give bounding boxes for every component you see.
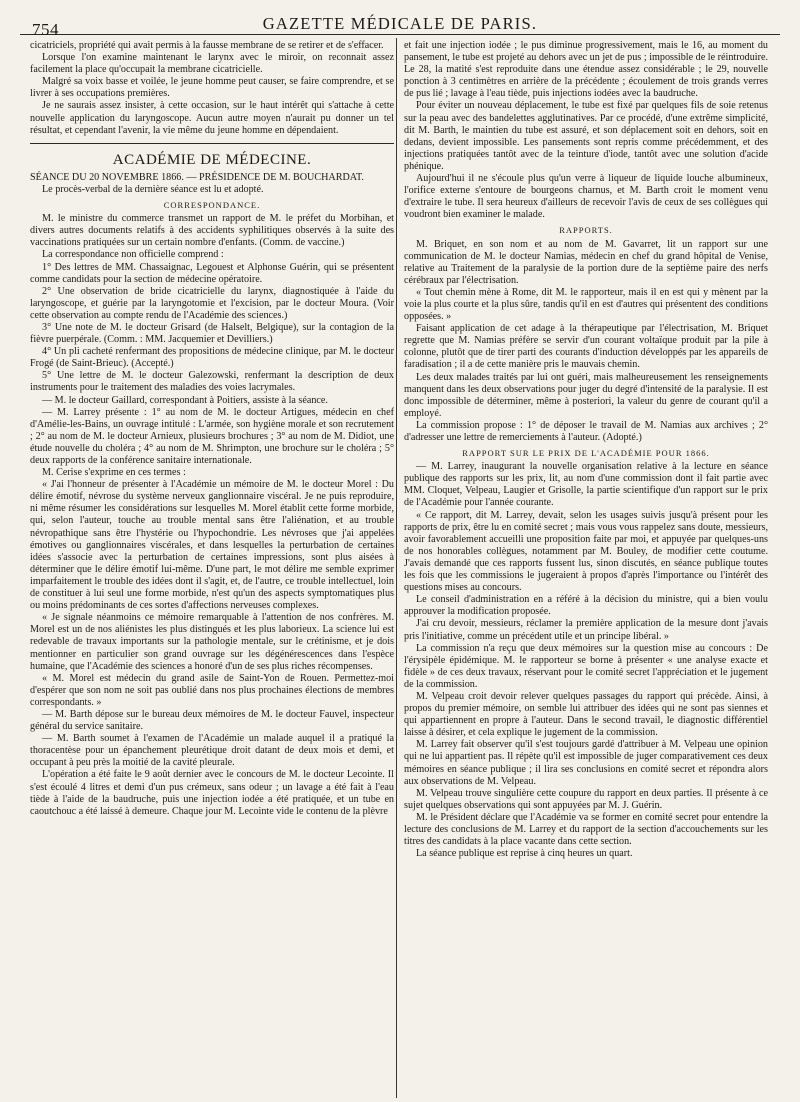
page-header bbox=[20, 6, 780, 39]
section-title: ACADÉMIE DE MÉDECINE. bbox=[112, 151, 312, 168]
paragraph: M. le Président déclare que l'Académie va se former en comité secret pour entendre la lecture des conclusions de M. Larrey et du rapport de la section d'accouchements sur les titres des candidats à la place vacante dans cette section. bbox=[404, 811, 768, 848]
left-column bbox=[30, 40, 394, 818]
subsection-title: RAPPORTS. bbox=[559, 225, 613, 236]
paragraph: 4° Un pli cacheté renfermant des propositions de médecine clinique, par M. le docteur Frogé (de Saint-Brieuc). (Accepté.) bbox=[30, 346, 394, 370]
paragraph: 1° Des lettres de MM. Chassaignac, Legouest et Alphonse Guérin, qui se présentent comme candidats pour la section de médecine opératoire. bbox=[30, 261, 394, 285]
paragraph: 3° Une note de M. le docteur Grisard (de Halselt, Belgique), sur la contagion de la fièvre puerpérale. (Comm. : MM. Jacquemier et Devilliers.) bbox=[30, 321, 394, 346]
paragraph: Je ne saurais assez insister, à cette occasion, sur le haut intérêt qui s'attache à cette nouvelle application du laryngoscope. Aucun autre moyen n'aurait pu donner un tel résultat, et cependant l'avenir, la vie même du jeune homme en dépendaient. bbox=[30, 100, 394, 136]
paragraph: et fait une injection iodée ; le pus diminue progressivement, mais le 16, au moment du pansement, le tube est projeté au dehors avec un jet de pus ; impossible de le réintroduire. Le 28, la matité s'est reproduite dans une étendue assez considérable ; le 29, nouvelle ponction à 3 centimètres en arrière de la précédente ; écoulement de trois grands verres de pus lié ; lavage à l'eau tiède, puis injections iodées avec la baudruche. bbox=[404, 40, 768, 100]
paragraph: M. Velpeau croit devoir relever quelques passages du rapport qui précède. Ainsi, à propos du premier mémoire, on semble lui attribuer des idées qui ne sont pas siennes et qui appartiennent en propre à l'auteur. Dans le second travail, le diagnostic différentiel laisse à désirer, et cela explique le jugement de la commission. bbox=[404, 690, 768, 739]
paragraph: Faisant application de cet adage à la thérapeutique par l'électrisation, M. Briquet regrette que M. Namias préfère se servir d'un courant voltaïque produit par la pile à colonne, plutôt que de tirer parti des courants d'induction développés par les appareils de faradisation ; il a de cette manière pris le mauvais chemin. bbox=[404, 323, 768, 371]
paragraph: M. Briquet, en son nom et au nom de M. Gavarret, lit un rapport sur une communication de M. le docteur Namias, médecin en chef du grand hôpital de Venise, relative au Traitement de la paralysie de la portion dure de la septième paire des nerfs cérébraux par l'électrisation. bbox=[404, 238, 768, 286]
paragraph: — M. Barth soumet à l'examen de l'Académie un malade auquel il a pratiqué la thoracentèse pour un épanchement pleurétique droit datant de deux mois et demi, et occupant à peu près la moitié de la cavité pleurale. bbox=[30, 733, 394, 769]
paragraph: Le conseil d'administration en a référé à la décision du ministre, qui a bien voulu approuver la modification proposée. bbox=[404, 594, 768, 618]
paragraph: La commission propose : 1° de déposer le travail de M. Namias aux archives ; 2° d'adresser une lettre de remerciements à l'auteur. (Adopté.) bbox=[404, 419, 768, 443]
subsection-title: CORRESPONDANCE. bbox=[163, 200, 261, 211]
seance-heading: SÉANCE DU 20 NOVEMBRE 1866. — PRÉSIDENCE DE M. BOUCHARDAT. bbox=[30, 171, 364, 183]
paragraph: Pour éviter un nouveau déplacement, le tube est fixé par quelques fils de soie retenus sur la peau avec des bandelettes agglutinatives. Par ce procédé, d'une extrême simplicité, dit M. Barth, le maintien du tube est assuré, et son déplacement soit en dehors, soit en dedans, devient impossible. Les pansements sont repris comme précédemment, et des injections pratiquées tantôt avec de la teinture d'iode, tantôt avec une solution d'acide phénique. bbox=[404, 100, 768, 172]
section-rule bbox=[30, 143, 394, 144]
column-divider bbox=[396, 38, 397, 1098]
page-number: 754 bbox=[32, 20, 59, 39]
paragraph: « J'ai l'honneur de présenter à l'Académie un mémoire de M. le docteur Morel : Du délire émotif, névrose du système nerveux ganglionnaire viscéral. Je ne puis reproduire, ni même résumer les considérations sur lesquelles M. Morel établit cette forme morbide, qui, selon l'auteur, touche au trouble mental sans être l'aliénation, et au trouble névropathique sans être l'hystérie ou l'hypochondrie. Les névroses que j'ai appelées émotives ou ganglionnaires viscérales, et dans lesquelles la perturbation de certaines idées s'associe avec la perturbation de certaines impressions, sont plus aisées à déterminer que le délire émotif lui-même. D'une part, le mot délire me semble exprimer imparfaitement le trouble des idées dont il s'agit, et, de l'autre, ce trouble intellectuel, loin de constituer à lui seul une forme morbide, n'est qu'un des aspects symptomatiques plus ou moins prédominants de ces sortes d'affections nerveuses complexes. bbox=[30, 479, 394, 612]
paragraph: La commission n'a reçu que deux mémoires sur la question mise au concours : De l'érysipèle épidémique. M. le rapporteur se borne à présenter « une analyse exacte et fidèle » de ces deux travaux, réservant pour le comité secret l'appréciation et le jugement de la commission. bbox=[404, 642, 768, 690]
paragraph: cicatriciels, propriété qui avait permis à la fausse membrane de se retirer et de s'effacer. bbox=[30, 40, 384, 51]
paragraph: La correspondance non officielle comprend : bbox=[42, 249, 224, 261]
paragraph: M. le ministre du commerce transmet un rapport de M. le préfet du Morbihan, et divers autres documents relatifs à des accidents syphilitiques observés à la suite des vaccinations pratiquées sur un certain nombre d'enfants. (Comm. de vaccine.) bbox=[30, 213, 394, 249]
paragraph: M. Velpeau trouve singulière cette coupure du rapport en deux parties. Il présente à ce sujet quelques observations qui sont appuyées par M. J. Guérin. bbox=[404, 787, 768, 811]
paragraph: « Je signale néanmoins ce mémoire remarquable à l'attention de nos confrères. M. Morel est un de nos aliénistes les plus distingués et les plus laborieux. La science lui est redevable de travaux importants sur la pathologie mentale, sur le crétinisme, et je dois mentionner en particulier son grand ouvrage sur les dégénérescences dans l'espèce humaine, que l'Académie des sciences a honoré d'un de ses plus riches récompenses. bbox=[30, 612, 394, 672]
paragraph: « Ce rapport, dit M. Larrey, devait, selon les usages suivis jusqu'à présent pour les rapports de prix, être lu en comité secret ; mais vous vous rappelez sans doute, messieurs, avoir favorablement accueilli une proposition faite par moi, et appuyée par quelques-uns de nos honorables collègues, notamment par M. Bouley, de modifier cette coutume. J'avais demandé que ces rapports fussent lus, sinon discutés, en séance publique toutes les fois que les commissions le jugeraient à propos d'après l'importance ou l'intérêt des questions mises au concours. bbox=[404, 509, 768, 594]
paragraph: — M. Larrey, inaugurant la nouvelle organisation relative à la lecture en séance publique des rapports sur les prix, lit, au nom d'une commission dont il fait partie avec MM. Cloquet, Velpeau, Laugier et Grisolle, la partie scientifique d'un rapport sur le prix de l'Académie pour l'année courante. bbox=[404, 461, 768, 509]
paragraph: Lorsque l'on examine maintenant le larynx avec le miroir, on reconnait assez facilement la place qu'occupait la membrane cicatricielle. bbox=[30, 52, 394, 76]
paragraph: — M. Barth dépose sur le bureau deux mémoires de M. le docteur Fauvel, inspecteur général du service sanitaire. bbox=[30, 708, 394, 733]
paragraph: — M. le docteur Gaillard, correspondant à Poitiers, assiste à la séance. bbox=[42, 394, 328, 406]
paragraph: « M. Morel est médecin du grand asile de Saint-Yon de Rouen. Permettez-moi d'espérer que son nom ne soit pas oublié dans nos plus prochaines élections de membres correspondants. » bbox=[30, 672, 394, 708]
paragraph: Aujourd'hui il ne s'écoule plus qu'un verre à liqueur de liquide louche albumineux, l'orifice externe s'entoure de bourgeons charnus, et M. Barth croit le moment venu d'extraire le tube. Il sera heureux d'ailleurs de recevoir l'avis de ceux de ses collègues qui voudront bien examiner le malade. bbox=[404, 173, 768, 221]
paragraph: M. Cerise s'exprime en ces termes : bbox=[42, 467, 186, 479]
paragraph: J'ai cru devoir, messieurs, réclamer la première application de la mesure dont j'avais pris l'initiative, comme un précédent utile et un principe libéral. » bbox=[404, 618, 768, 642]
paragraph: « Tout chemin mène à Rome, dit M. le rapporteur, mais il en est qui y mènent par la voie la plus courte et la plus sûre, tandis qu'il en est d'autres qui présentent des conditions opposées. » bbox=[404, 286, 768, 323]
paragraph: — M. Larrey présente : 1° au nom de M. le docteur Artigues, médecin en chef d'Amélie-les-Bains, un ouvrage intitulé : L'armée, son hygiène morale et son recrutement ; 2° au nom de M. le docteur Arnieux, plusieurs brochures ; 3° au nom de M. Didiot, une étude nouvelle du choléra ; 4° au nom de M. Shrimpton, une brochure sur le choléra ; 5° deux rapports de la conférence sanitaire internationale. bbox=[30, 406, 394, 466]
paragraph: M. Larrey fait observer qu'il s'est toujours gardé d'attribuer à M. Velpeau une opinion qui ne lui appartient pas. Il répète qu'il est impossible de juger comparativement ces deux mémoires en séance publique ; il lira ses conclusions en comité secret et répondra alors aux observations de M. Velpeau. bbox=[404, 739, 768, 787]
paragraph: La séance publique est reprise à cinq heures un quart. bbox=[416, 848, 633, 860]
paragraph: L'opération a été faite le 9 août dernier avec le concours de M. le docteur Lecointe. Il s'est écoulé 4 litres et demi d'un pus crémeux, sans odeur ; un lavage a été fait à l'eau tiède à l'aide de la baudruche, puis une injection iodée a été pratiquée, et un tube en caoutchouc a été laissé à demeure. Chaque jour M. Lecointe vide le contenu de la plèvre bbox=[30, 769, 394, 817]
paragraph: Les deux malades traités par lui ont guéri, mais malheureusement les renseignements manquent dans les deux observations pour juger du degré d'intensité de la paralysie. Il est donc impossible de déterminer, même à posteriori, la valeur du genre de courant qu'il a employé. bbox=[404, 371, 768, 419]
paragraph: Malgré sa voix basse et voilée, le jeune homme peut causer, se faire comprendre, et se livrer à ses occupations premières. bbox=[30, 76, 394, 100]
paragraph: Le procès-verbal de la dernière séance est lu et adopté. bbox=[42, 183, 264, 195]
journal-title: GAZETTE MÉDICALE DE PARIS. bbox=[262, 14, 538, 33]
right-column bbox=[404, 40, 768, 860]
paragraph: 5° Une lettre de M. le docteur Galezowski, renfermant la description de deux instruments pour le traitement des maladies des voies lacrymales. bbox=[30, 370, 394, 394]
subsection-title: RAPPORT SUR LE PRIX DE L'ACADÉMIE POUR 1866. bbox=[462, 448, 710, 459]
paragraph: 2° Une observation de bride cicatricielle du larynx, diagnostiquée à l'aide du laryngoscope, et guérie par la laryngotomie et l'excision, par le docteur Moura. (Voir cette observation au compte rendu de l'Académie des sciences.) bbox=[30, 285, 394, 321]
